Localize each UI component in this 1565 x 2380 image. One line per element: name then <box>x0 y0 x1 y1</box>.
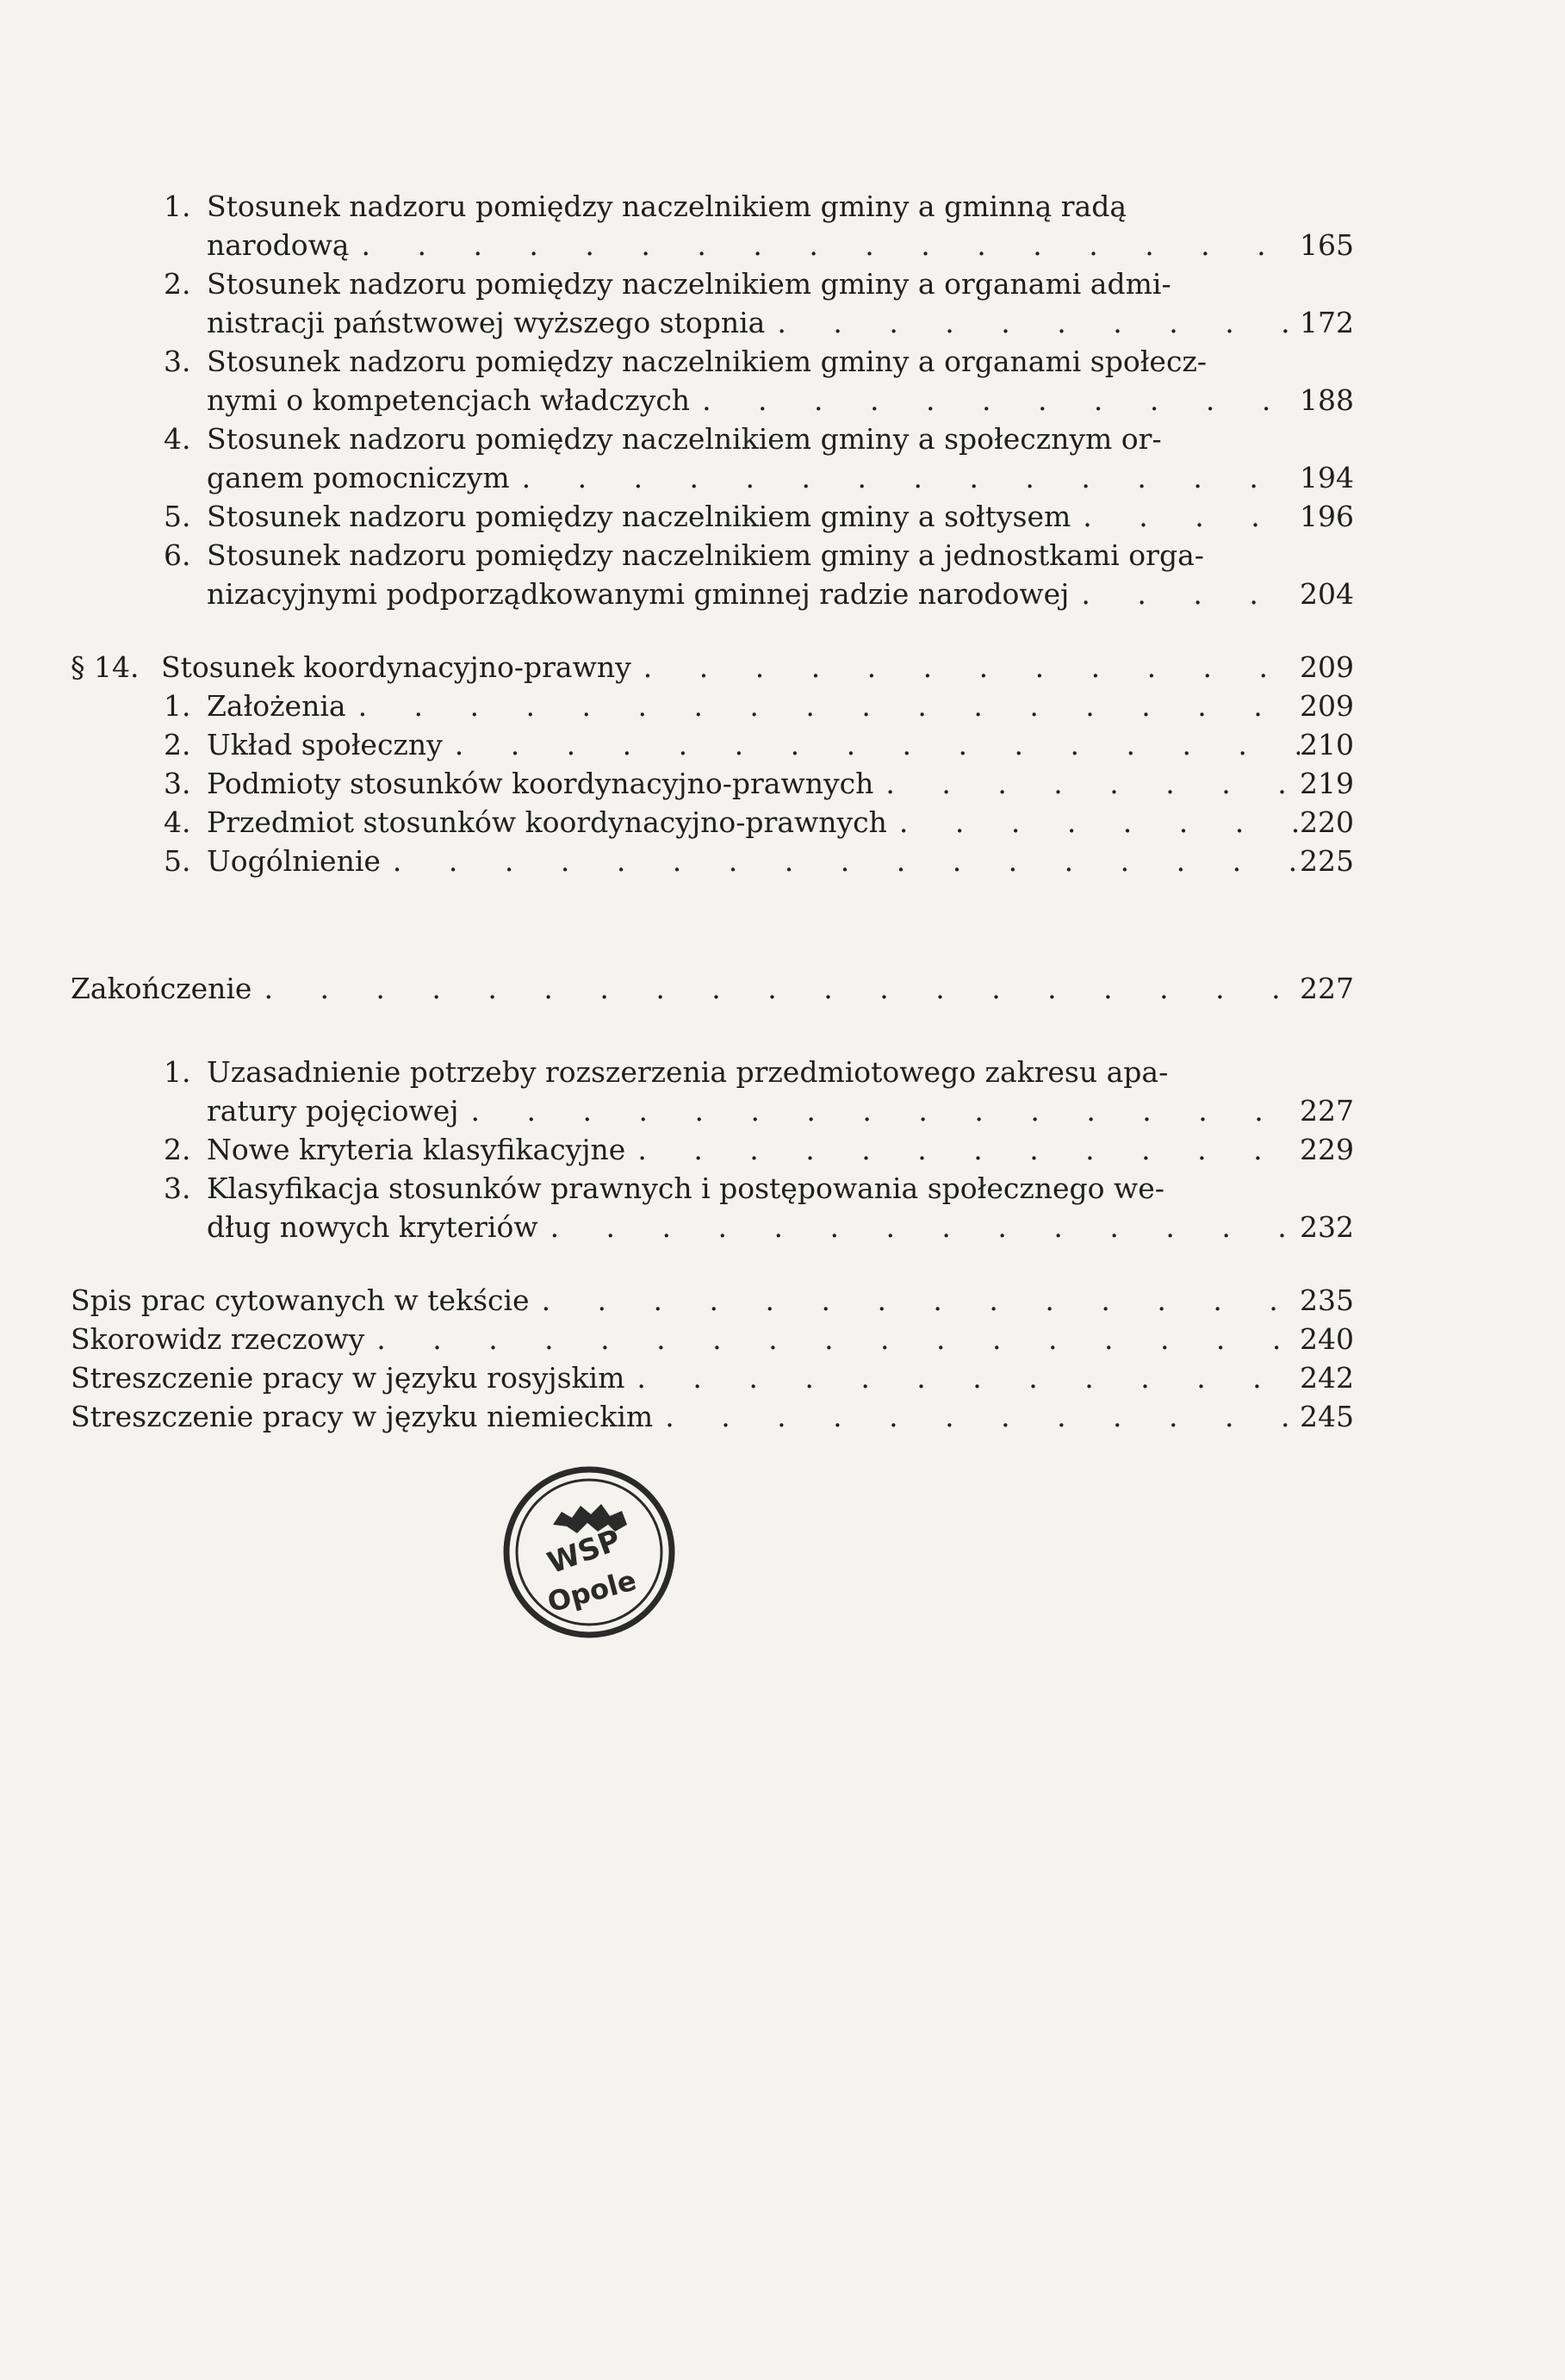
entry-title-line: Uzasadnienie potrzeby rozszerzenia przedmiotowego zakresu apa- <box>207 1055 1169 1089</box>
entry-title-line: narodową <box>207 228 350 262</box>
chapter-title: Skorowidz rzeczowy <box>71 1322 365 1356</box>
entry-page-number: 209 <box>1300 650 1354 684</box>
entry-number: 2. <box>164 1133 191 1166</box>
entry-number: 1. <box>164 1055 191 1089</box>
entry-number: 3. <box>164 1171 191 1205</box>
entry-number: 1. <box>164 689 191 723</box>
entry-number: 2. <box>164 728 191 761</box>
entry-title-line: Stosunek nadzoru pomiędzy naczelnikiem gminy a organami admi- <box>207 267 1171 301</box>
entry-page-number: 227 <box>1300 972 1354 1005</box>
entry-page-number: 235 <box>1300 1283 1354 1317</box>
entry-page-number: 196 <box>1300 500 1354 533</box>
entry-page-number: 194 <box>1300 461 1354 494</box>
entry-page-number: 227 <box>1300 1094 1354 1128</box>
entry-title-line: Klasyfikacja stosunków prawnych i postępowania społecznego we- <box>207 1171 1164 1205</box>
entry-title-line: nymi o kompetencjach władczych <box>207 383 691 417</box>
entry-number: 6. <box>164 538 191 572</box>
entry-page-number: 240 <box>1300 1322 1354 1356</box>
entry-page-number: 172 <box>1300 306 1354 339</box>
entry-page-number: 210 <box>1300 728 1354 761</box>
gear-emblem-icon <box>553 1504 627 1533</box>
chapter-title: Streszczenie pracy w języku niemieckim <box>71 1400 654 1433</box>
section-title: Stosunek koordynacyjno-prawny <box>161 650 631 684</box>
entry-title-line: Stosunek nadzoru pomiędzy naczelnikiem gminy a organami społecz- <box>207 345 1207 378</box>
entry-number: 4. <box>164 805 191 839</box>
entry-number: 3. <box>164 345 191 378</box>
entry-title-line: Podmioty stosunków koordynacyjno-prawnych <box>207 767 874 800</box>
entry-title-line: Układ społeczny <box>207 728 443 761</box>
entry-title-line: ratury pojęciowej <box>207 1094 459 1128</box>
entry-page-number: 220 <box>1300 805 1354 839</box>
entry-title-line: Stosunek nadzoru pomiędzy naczelnikiem gminy a jednostkami orga- <box>207 538 1204 572</box>
entry-title-line: Stosunek nadzoru pomiędzy naczelnikiem gminy a gminną radą <box>207 190 1127 223</box>
entry-page-number: 229 <box>1300 1133 1354 1166</box>
entry-number: 5. <box>164 500 191 533</box>
entry-page-number: 219 <box>1300 767 1354 800</box>
entry-title-line: nizacyjnymi podporządkowanymi gminnej radzie narodowej <box>207 577 1070 611</box>
entry-page-number: 232 <box>1300 1210 1354 1244</box>
entry-number: 4. <box>164 422 191 456</box>
entry-number: 2. <box>164 267 191 301</box>
entry-number: 1. <box>164 190 191 223</box>
entry-title-line: Założenia <box>207 689 346 723</box>
entry-page-number: 245 <box>1300 1400 1354 1433</box>
entry-page-number: 188 <box>1300 383 1354 417</box>
entry-title-line: Stosunek nadzoru pomiędzy naczelnikiem gminy a społecznym or- <box>207 422 1162 456</box>
entry-title-line: ganem pomocniczym <box>207 461 510 494</box>
entry-page-number: 242 <box>1300 1361 1354 1395</box>
entry-title-line: Przedmiot stosunków koordynacyjno-prawnych <box>207 805 887 839</box>
entry-page-number: 165 <box>1300 228 1354 262</box>
chapter-title: Spis prac cytowanych w tekście <box>71 1283 530 1317</box>
entry-page-number: 225 <box>1300 844 1354 878</box>
section-number: § 14. <box>71 650 140 684</box>
stamp-text-top: WSP <box>543 1523 625 1581</box>
entry-title-line: dług nowych kryteriów <box>207 1210 538 1244</box>
chapter-title: Streszczenie pracy w języku rosyjskim <box>71 1361 625 1395</box>
entry-number: 3. <box>164 767 191 800</box>
entry-title-line: Nowe kryteria klasyfikacyjne <box>207 1133 626 1166</box>
chapter-title: Zakończenie <box>71 972 252 1005</box>
entry-number: 5. <box>164 844 191 878</box>
stamp-text-bottom: Opole <box>543 1563 640 1619</box>
entry-page-number: 209 <box>1300 689 1354 723</box>
entry-page-number: 204 <box>1300 577 1354 611</box>
entry-title-line: nistracji państwowej wyższego stopnia <box>207 306 766 339</box>
entry-title-line: Stosunek nadzoru pomiędzy naczelnikiem gminy a sołtysem <box>207 500 1071 533</box>
library-stamp-icon <box>501 1464 678 1641</box>
entry-title-line: Uogólnienie <box>207 844 381 878</box>
